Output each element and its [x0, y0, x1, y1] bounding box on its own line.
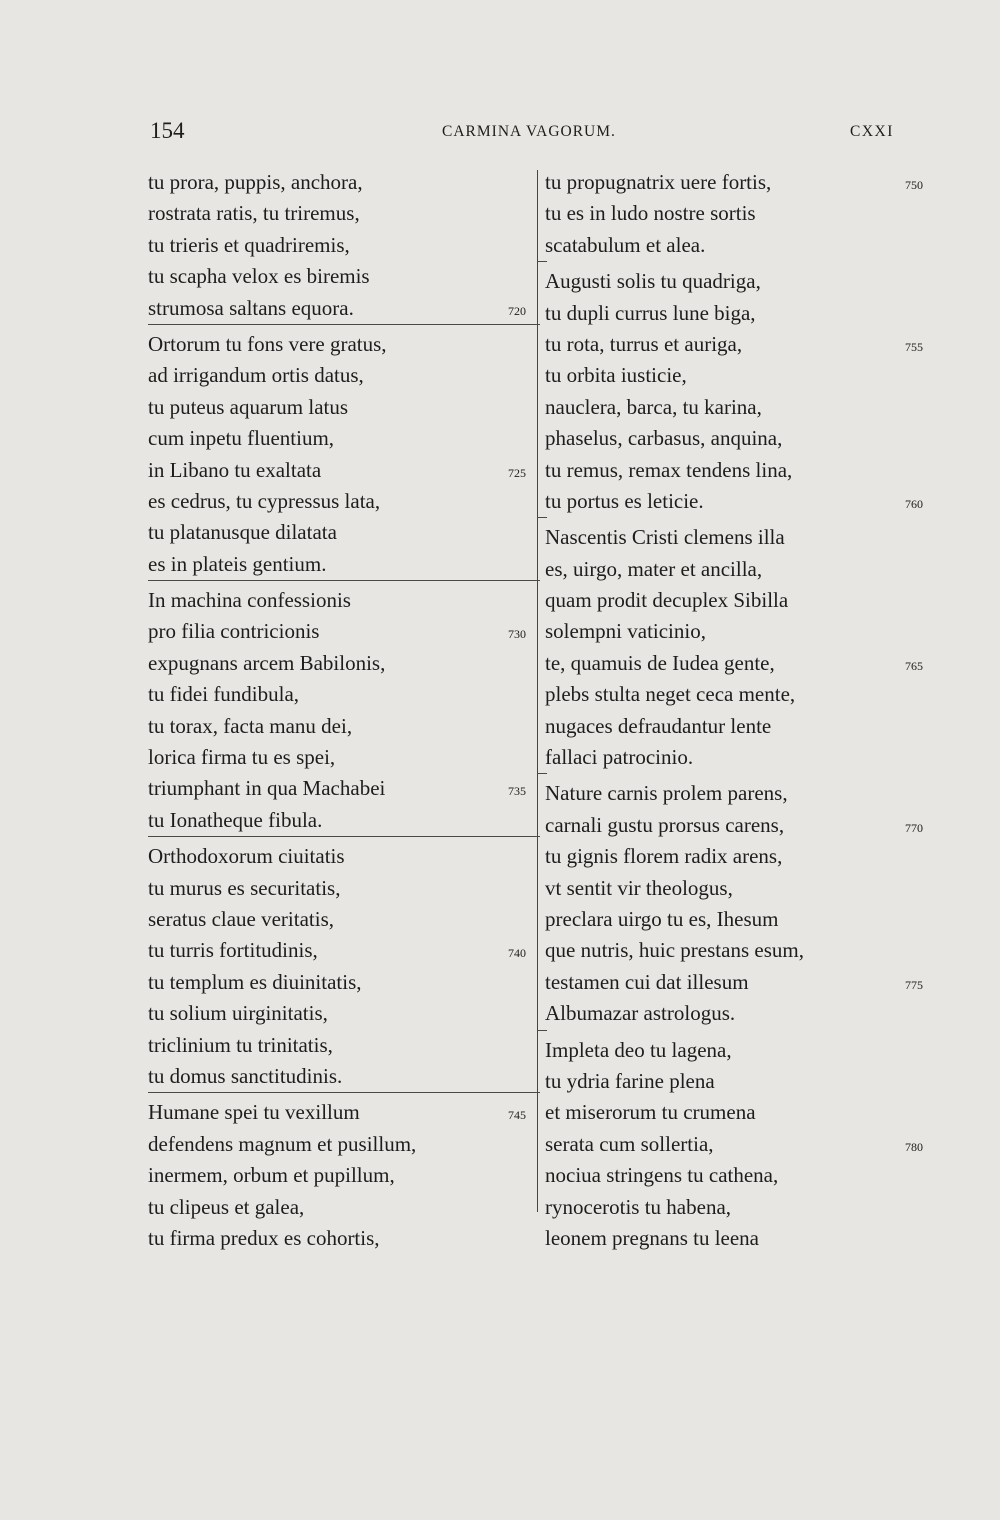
line-number: 730 — [508, 627, 526, 642]
line-number: 770 — [905, 820, 923, 835]
verse-line — [148, 517, 543, 548]
verse-text: que nutris, huic prestans esum, — [545, 938, 804, 963]
verse-line — [148, 1061, 543, 1092]
verse-line — [543, 486, 943, 517]
stanza — [543, 163, 943, 261]
verse-line — [543, 711, 943, 742]
verse-line — [148, 1223, 543, 1254]
verse-line — [543, 298, 943, 329]
verse-line — [543, 167, 943, 198]
verse-text: leonem pregnans tu leena — [545, 1225, 759, 1250]
verse-line — [543, 1129, 943, 1160]
verse-text: plebs stulta neget ceca mente, — [545, 682, 796, 707]
verse-text: tu ydria farine plena — [545, 1068, 715, 1093]
verse-text: triclinium tu trinitatis, — [148, 1032, 333, 1057]
stanza — [543, 262, 943, 517]
verse-line — [148, 805, 543, 836]
verse-line — [543, 998, 943, 1029]
verse-text: tu templum es diuinitatis, — [148, 969, 362, 994]
verse-text: tu rota, turrus et auriga, — [545, 331, 743, 356]
verse-text: ad irrigandum ortis datus, — [148, 363, 364, 388]
verse-text: tu portus es leticie. — [545, 488, 704, 513]
verse-text: tu Ionatheque fibula. — [148, 807, 323, 832]
verse-text: es cedrus, tu cypressus lata, — [148, 488, 381, 513]
verse-line — [543, 455, 943, 486]
verse-text: tu trieris et quadriremis, — [148, 232, 350, 257]
verse-text: tu platanusque dilatata — [148, 520, 337, 545]
verse-line — [543, 967, 943, 998]
verse-line — [148, 486, 543, 517]
verse-text: Humane spei tu vexillum — [148, 1100, 360, 1125]
verse-text: tu es in ludo nostre sortis — [545, 201, 756, 226]
verse-line — [148, 841, 543, 872]
left-column — [148, 163, 543, 1254]
verse-line — [148, 773, 543, 804]
verse-line — [543, 1223, 943, 1254]
verse-text: phaselus, carbasus, anquina, — [545, 426, 783, 451]
verse-text: seratus claue veritatis, — [148, 906, 335, 931]
verse-line — [148, 423, 543, 454]
verse-line — [148, 261, 543, 292]
verse-line — [543, 873, 943, 904]
verse-line — [543, 230, 943, 261]
verse-text: tu orbita iusticie, — [545, 363, 687, 388]
verse-line — [543, 841, 943, 872]
verse-text: tu puteus aquarum latus — [148, 394, 349, 419]
verse-text: tu domus sanctitudinis. — [148, 1063, 343, 1088]
line-number: 720 — [508, 303, 526, 318]
line-number: 775 — [905, 977, 923, 992]
verse-text: in Libano tu exaltata — [148, 457, 322, 482]
verse-line — [543, 585, 943, 616]
verse-text: testamen cui dat illesum — [545, 969, 749, 994]
verse-text: Nature carnis prolem parens, — [545, 781, 788, 806]
verse-text: scatabulum et alea. — [545, 232, 706, 257]
verse-line — [148, 230, 543, 261]
stanza — [148, 837, 543, 1092]
verse-line — [148, 329, 543, 360]
line-number: 735 — [508, 784, 526, 799]
verse-text: triumphant in qua Machabei — [148, 776, 386, 801]
page-header — [0, 118, 1000, 148]
verse-text: preclara uirgo tu es, Ihesum — [545, 906, 779, 931]
verse-line — [148, 648, 543, 679]
line-number: 745 — [508, 1108, 526, 1123]
line-number: 765 — [905, 658, 923, 673]
verse-line — [148, 1129, 543, 1160]
verse-line — [543, 904, 943, 935]
verse-text: et miserorum tu crumena — [545, 1100, 756, 1125]
stanza — [543, 518, 943, 773]
stanza — [148, 1093, 543, 1254]
verse-line — [148, 198, 543, 229]
verse-text: nugaces defraudantur lente — [545, 713, 772, 738]
verse-text: fallaci patrocinio. — [545, 745, 694, 770]
verse-line — [543, 266, 943, 297]
verse-text: te, quamuis de Iudea gente, — [545, 650, 775, 675]
verse-text: nociua stringens tu cathena, — [545, 1163, 779, 1188]
verse-text: tu firma predux es cohortis, — [148, 1225, 380, 1250]
verse-text: Orthodoxorum ciuitatis — [148, 844, 345, 869]
verse-line — [148, 392, 543, 423]
line-number: 725 — [508, 465, 526, 480]
verse-text: strumosa saltans equora. — [148, 295, 354, 320]
verse-text: Nascentis Cristi clemens illa — [545, 525, 785, 550]
verse-text: tu scapha velox es biremis — [148, 264, 370, 289]
stanza — [148, 325, 543, 580]
line-number: 780 — [905, 1139, 923, 1154]
verse-text: tu remus, remax tendens lina, — [545, 457, 793, 482]
verse-line — [148, 967, 543, 998]
verse-text: carnali gustu prorsus carens, — [545, 812, 785, 837]
verse-line — [543, 648, 943, 679]
verse-line — [148, 585, 543, 616]
verse-text: tu fidei fundibula, — [148, 682, 300, 707]
verse-line — [543, 1097, 943, 1128]
verse-line — [148, 360, 543, 391]
verse-line — [148, 873, 543, 904]
verse-line — [543, 360, 943, 391]
verse-line — [543, 1192, 943, 1223]
verse-text: nauclera, barca, tu karina, — [545, 394, 762, 419]
verse-line — [148, 679, 543, 710]
verse-text: tu murus es securitatis, — [148, 875, 341, 900]
verse-text: inermem, orbum et pupillum, — [148, 1163, 395, 1188]
line-number: 740 — [508, 946, 526, 961]
verse-text: In machina confessionis — [148, 588, 351, 613]
page-number: 154 — [150, 118, 185, 143]
right-column — [543, 163, 943, 1254]
verse-text: Augusti solis tu quadriga, — [545, 269, 761, 294]
verse-line — [543, 616, 943, 647]
stanza — [148, 163, 543, 324]
verse-text: tu gignis florem radix arens, — [545, 844, 783, 869]
line-number: 760 — [905, 496, 923, 511]
verse-line — [543, 423, 943, 454]
verse-line — [148, 455, 543, 486]
verse-line — [148, 293, 543, 324]
verse-line — [148, 935, 543, 966]
verse-line — [543, 1160, 943, 1191]
verse-line — [543, 1066, 943, 1097]
stanza — [543, 774, 943, 1029]
verse-line — [543, 935, 943, 966]
verse-text: tu prora, puppis, anchora, — [148, 170, 363, 194]
verse-line — [148, 1097, 543, 1128]
stanza — [148, 581, 543, 836]
verse-text: quam prodit decuplex Sibilla — [545, 588, 789, 613]
verse-line — [148, 616, 543, 647]
verse-line — [543, 198, 943, 229]
verse-text: es in plateis gentium. — [148, 551, 327, 576]
verse-text: Impleta deo tu lagena, — [545, 1037, 732, 1062]
verse-text: defendens magnum et pusillum, — [148, 1131, 417, 1156]
line-number: 750 — [905, 178, 923, 192]
verse-line — [543, 1035, 943, 1066]
verse-line — [543, 742, 943, 773]
verse-line — [543, 522, 943, 553]
line-number: 755 — [905, 339, 923, 354]
verse-line — [148, 549, 543, 580]
verse-text: pro filia contricionis — [148, 619, 320, 644]
verse-text: tu torax, facta manu dei, — [148, 713, 353, 738]
verse-line — [543, 329, 943, 360]
verse-text: tu clipeus et galea, — [148, 1194, 305, 1219]
stanza — [543, 1031, 943, 1255]
verse-line — [148, 1192, 543, 1223]
verse-line — [543, 392, 943, 423]
running-title: CARMINA VAGORUM. — [442, 123, 616, 140]
section-number: CXXI — [850, 123, 894, 140]
verse-text: tu dupli currus lune biga, — [545, 300, 756, 325]
verse-text: solempni vaticinio, — [545, 619, 706, 644]
verse-line — [543, 554, 943, 585]
verse-line — [148, 167, 543, 198]
verse-line — [148, 711, 543, 742]
verse-text: vt sentit vir theologus, — [545, 875, 733, 900]
verse-text: Albumazar astrologus. — [545, 1001, 736, 1026]
verse-text: rostrata ratis, tu triremus, — [148, 201, 360, 226]
verse-line — [543, 679, 943, 710]
verse-line — [148, 742, 543, 773]
verse-line — [543, 778, 943, 809]
verse-line — [543, 810, 943, 841]
verse-text: tu solium uirginitatis, — [148, 1001, 328, 1026]
verse-text: serata cum sollertia, — [545, 1131, 714, 1156]
verse-line — [148, 904, 543, 935]
verse-text: tu propugnatrix uere fortis, — [545, 170, 772, 194]
verse-line — [148, 1030, 543, 1061]
verse-line — [148, 1160, 543, 1191]
verse-text: cum inpetu fluentium, — [148, 426, 335, 451]
verse-text: rynocerotis tu habena, — [545, 1194, 732, 1219]
verse-text: lorica firma tu es spei, — [148, 745, 336, 770]
verse-line — [148, 998, 543, 1029]
verse-text: tu turris fortitudinis, — [148, 938, 318, 963]
verse-text: expugnans arcem Babilonis, — [148, 650, 386, 675]
verse-text: Ortorum tu fons vere gratus, — [148, 331, 387, 356]
verse-text: es, uirgo, mater et ancilla, — [545, 556, 763, 581]
